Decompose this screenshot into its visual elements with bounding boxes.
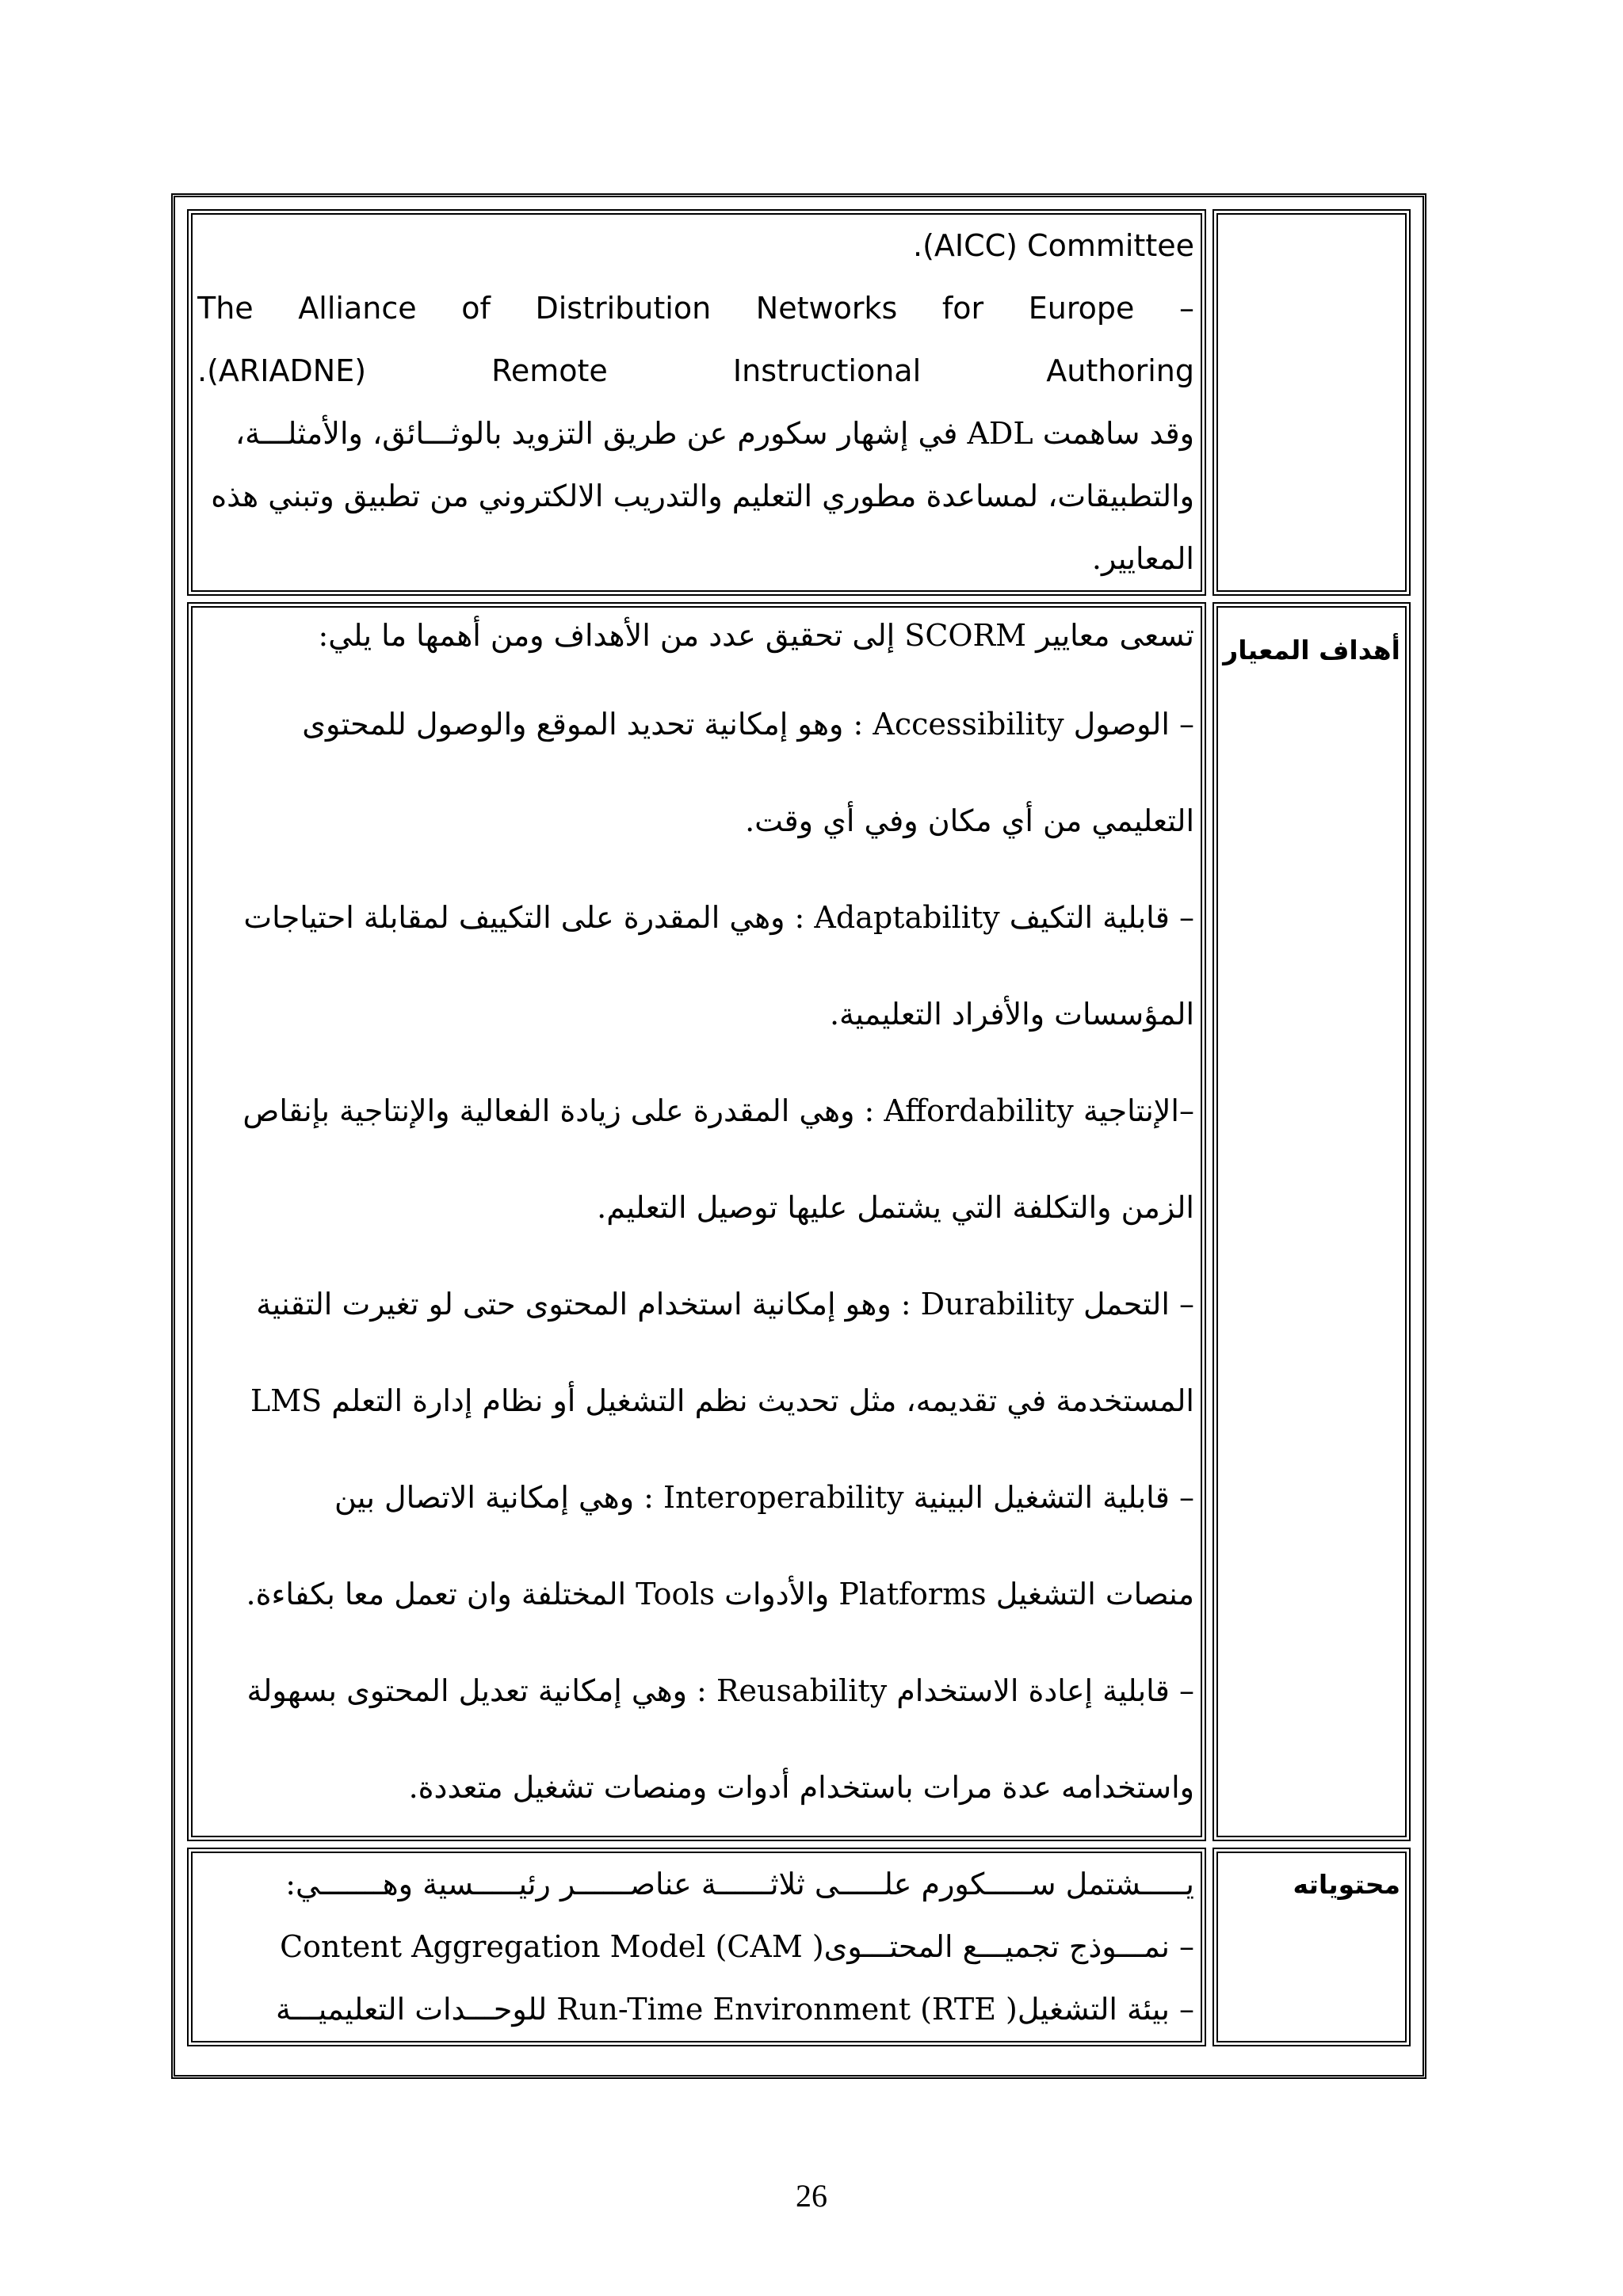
text-line: – قابلية التشغيل البينية Interoperability : وهي إمكانية الاتصال بين: [334, 1480, 1194, 1515]
text-line: المستخدمة في تقديمه، مثل تحديث نظم التشغيل أو نظام إدارة التعلم LMS: [250, 1383, 1194, 1418]
text-line: واستخدامه عدة مرات باستخدام أدوات ومنصات تشغيل متعددة.: [408, 1770, 1194, 1805]
text-line: الزمن والتكلفة التي يشتمل عليها توصيل التعليم.: [597, 1190, 1194, 1225]
row-label-cell: [1212, 209, 1411, 596]
row-label: أهداف المعيار: [1223, 635, 1400, 666]
text-line: تسعى معايير SCORM إلى تحقيق عدد من الأهداف ومن أهمها ما يلي:: [318, 618, 1194, 653]
table-row: [187, 209, 1411, 596]
text-line: The Alliance of Distribution Networks for Europe –: [197, 291, 1194, 326]
row-content-cell: [187, 1848, 1206, 2046]
text-line: يـــــشتمل ســـــكورم علـــــى ثلاثــــــة عناصــــــر رئيـــــسية وهـــــــي:: [285, 1867, 1194, 1901]
text-line: وقد ساهمت ADL في إشهار سكورم عن طريق التزويد بالوثـــائق، والأمثلـــة،: [235, 416, 1194, 451]
row-content-cell: [187, 209, 1206, 596]
standards-table: [181, 203, 1417, 2053]
row-content-cell: [187, 602, 1206, 1841]
text-line: – قابلية إعادة الاستخدام Reusability : وهي إمكانية تعديل المحتوى بسهولة: [246, 1673, 1194, 1708]
text-line: .(ARIADNE) Remote Instructional Authoring: [197, 353, 1194, 388]
text-line: والتطبيقات، لمساعدة مطوري التعليم والتدريب الالكتروني من تطبيق وتبني هذه: [211, 479, 1194, 513]
row-label-cell: [1212, 602, 1411, 1841]
row-label-cell: [1212, 1848, 1411, 2046]
page-number: 26: [796, 2178, 827, 2214]
table-row: [187, 602, 1411, 1841]
text-line: – نمـــوذج تجميـــع المحتـــوى( Content Aggregation Model (CAM: [280, 1929, 1194, 1964]
table-row: [187, 1848, 1411, 2046]
text-line: التعليمي من أي مكان وفي أي وقت.: [745, 803, 1194, 838]
text-line: – التحمل Durability : وهو إمكانية استخدام المحتوى حتى لو تغيرت التقنية: [256, 1287, 1194, 1322]
text-line: – قابلية التكيف Adaptability : وهي المقدرة على التكييف لمقابلة احتياجات: [243, 900, 1194, 935]
row-label: [1218, 215, 1405, 242]
text-line: المعايير.: [1091, 541, 1194, 576]
text-line: –الإنتاجية Affordability : وهي المقدرة على زيادة الفعالية والإنتاجية بإنقاص: [242, 1093, 1194, 1128]
text-line: – الوصول Accessibility : وهو إمكانية تحديد الموقع والوصول للمحتوى: [302, 707, 1194, 742]
text-line: .(AICC) Committee: [912, 228, 1194, 263]
text-line: – بيئة التشغيل( Run-Time Environment (RTE للوحـــدات التعليميـــة: [275, 1992, 1194, 2027]
text-line: المؤسسات والأفراد التعليمية.: [829, 997, 1194, 1032]
row-label: محتوياته: [1293, 1869, 1400, 1900]
text-line: منصات التشغيل Platforms والأدوات Tools المختلفة وان تعمل معا بكفاءة.: [246, 1577, 1194, 1611]
